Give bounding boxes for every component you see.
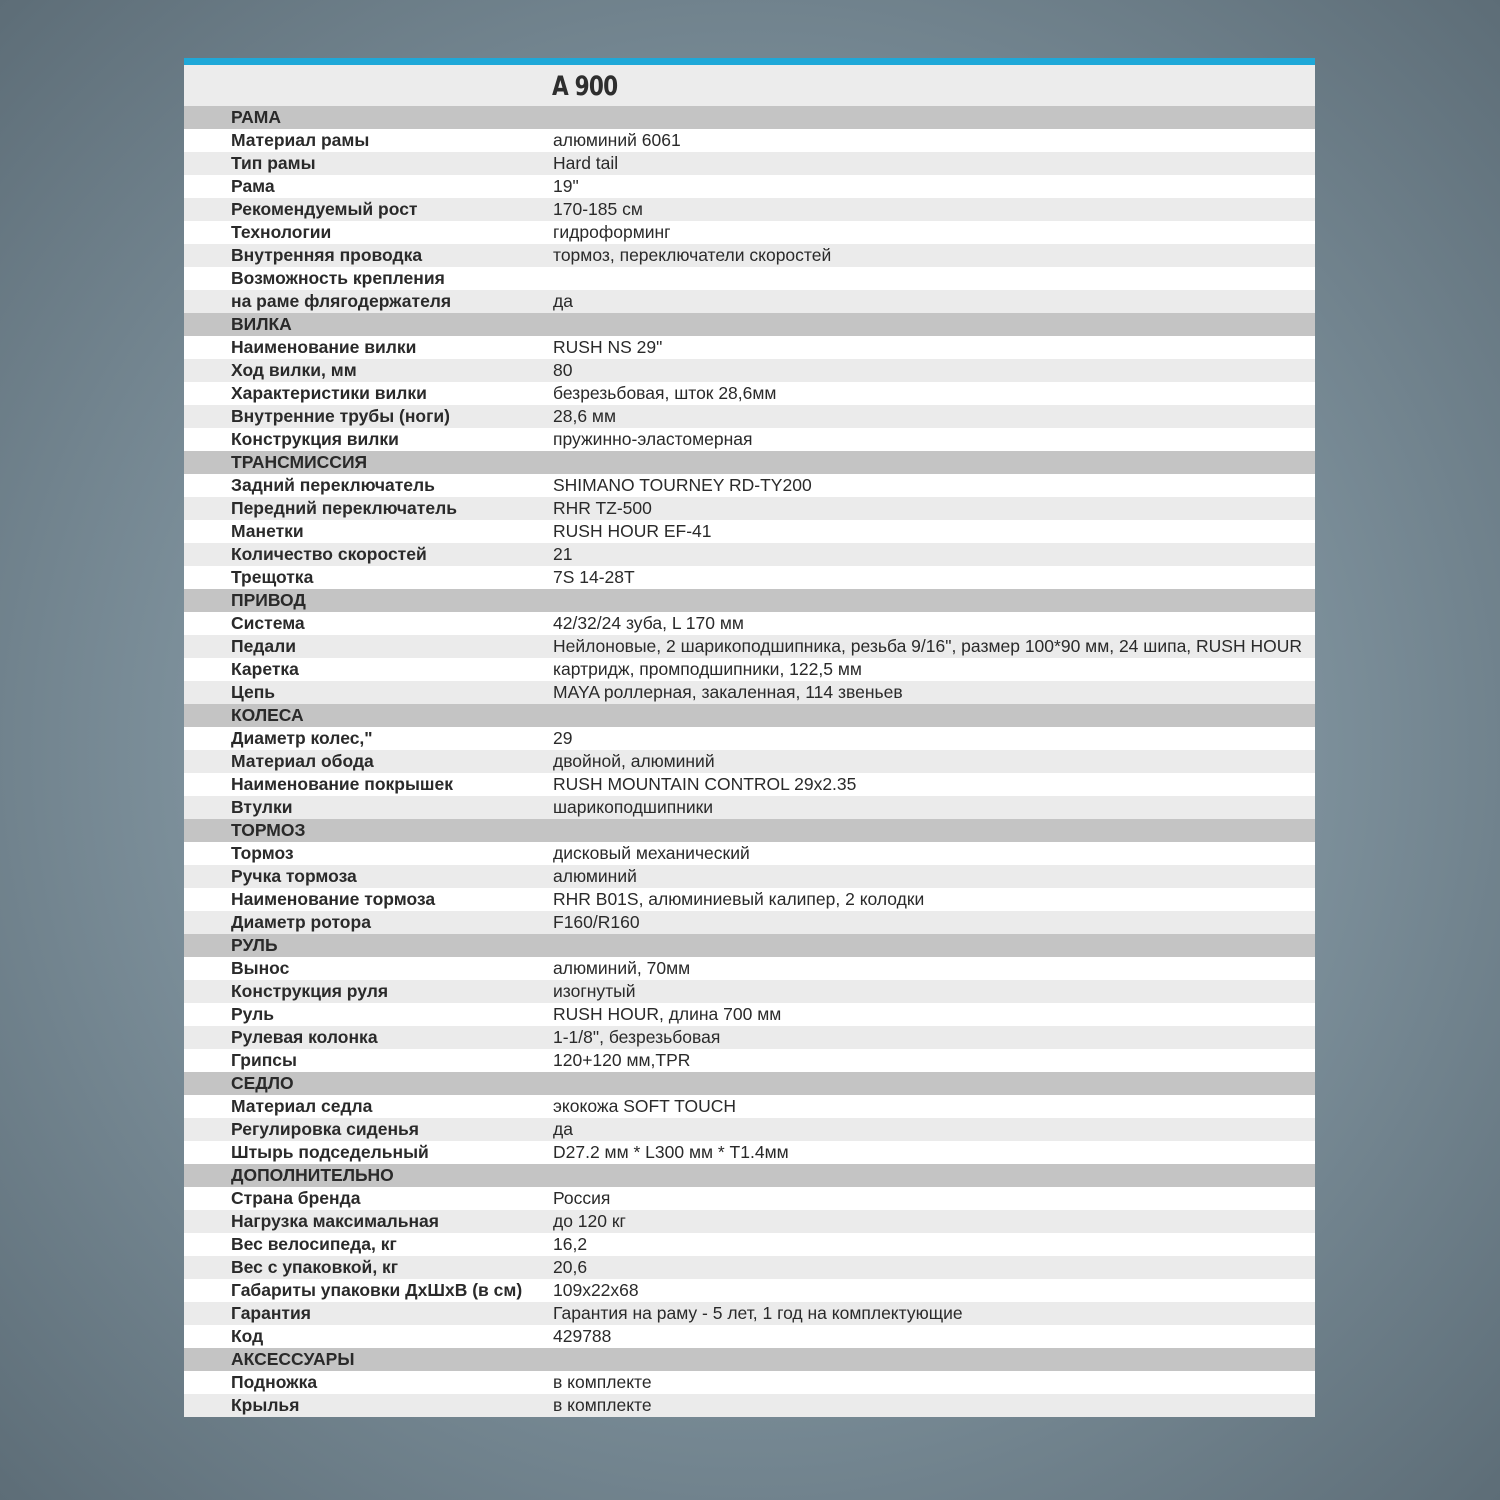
spec-value: двойной, алюминий [553,751,715,771]
spec-sheet [184,58,1315,1417]
spec-value: 7S 14-28T [553,567,635,587]
spec-label: Наименование покрышек [231,774,453,794]
spec-value: 429788 [553,1326,612,1346]
spec-label: Руль [231,1004,275,1024]
spec-value: 109x22x68 [553,1280,639,1300]
spec-value: 170-185 см [553,199,643,219]
spec-label: Рекомендуемый рост [231,199,418,219]
spec-label: Задний переключатель [231,475,435,495]
section-title: ТРАНСМИССИЯ [231,452,368,472]
spec-label: Гарантия [231,1303,311,1323]
spec-label: Цепь [231,682,276,702]
spec-row [184,1279,1315,1302]
spec-value: 80 [553,360,573,380]
spec-label: Наименование тормоза [231,889,436,909]
spec-value: D27.2 мм * L300 мм * T1.4мм [553,1142,789,1162]
spec-label: Габариты упаковки ДхШхВ (в см) [231,1280,523,1300]
section-header [184,1348,1315,1371]
spec-value: изогнутый [553,981,636,1001]
spec-row [184,1394,1315,1417]
spec-label: Внутренние трубы (ноги) [231,406,450,426]
spec-row [184,888,1315,911]
spec-value: шарикоподшипники [553,797,714,817]
spec-value: 29 [553,728,573,748]
spec-row [184,1302,1315,1325]
spec-label: Нагрузка максимальная [231,1211,439,1231]
spec-value: RUSH NS 29" [553,337,663,357]
spec-value: RHR TZ-500 [553,498,652,518]
spec-value: 28,6 мм [553,406,616,426]
spec-label: Штырь подседельный [231,1142,429,1162]
section-title: РУЛЬ [231,935,278,955]
spec-label: Рулевая колонка [231,1027,378,1047]
spec-value: MAYA роллерная, закаленная, 114 звеньев [553,682,903,702]
spec-value: дисковый механический [553,843,750,863]
spec-value: пружинно-эластомерная [553,429,753,449]
spec-value: гидроформинг [553,222,671,242]
spec-value: 19" [553,176,579,196]
spec-row [184,428,1315,451]
section-header [184,451,1315,474]
spec-label: Каретка [231,659,299,679]
spec-label: Конструкция вилки [231,429,399,449]
spec-row [184,359,1315,382]
spec-row [184,1256,1315,1279]
section-header [184,934,1315,957]
section-title: АКСЕССУАРЫ [231,1349,355,1369]
section-header [184,313,1315,336]
spec-row [184,1118,1315,1141]
spec-label: Технологии [231,222,332,242]
spec-label: Страна бренда [231,1188,361,1208]
spec-value: 42/32/24 зуба, L 170 мм [553,613,744,633]
spec-value: картридж, промподшипники, 122,5 мм [553,659,862,679]
spec-value: RHR B01S, алюминиевый калипер, 2 колодки [553,889,925,909]
spec-row [184,1210,1315,1233]
spec-value: 20,6 [553,1257,588,1277]
spec-row [184,773,1315,796]
spec-row [184,681,1315,704]
spec-row [184,566,1315,589]
spec-row [184,198,1315,221]
spec-label: Количество скоростей [231,544,427,564]
section-header [184,106,1315,129]
spec-label: Вес велосипеда, кг [231,1234,397,1254]
section-title: РАМА [231,107,281,127]
spec-label: Внутренняя проводка [231,245,423,265]
spec-row [184,1233,1315,1256]
spec-label: Манетки [231,521,304,541]
spec-row [184,221,1315,244]
spec-value: алюминий 6061 [553,130,681,150]
spec-value: да [553,1119,573,1139]
spec-row [184,336,1315,359]
section-title: ДОПОЛНИТЕЛЬНО [231,1165,394,1185]
spec-label: Код [231,1326,264,1346]
spec-label: Ход вилки, мм [231,360,357,380]
section-header [184,704,1315,727]
spec-row [184,244,1315,267]
spec-value: Нейлоновые, 2 шарикоподшипника, резьба 9/16", размер 100*90 мм, 24 шипа, RUSH HOUR [553,636,1302,656]
spec-value: безрезьбовая, шток 28,6мм [553,383,777,403]
spec-value: Гарантия на раму - 5 лет, 1 год на комплектующие [553,1303,963,1323]
spec-row [184,1003,1315,1026]
section-title: ПРИВОД [231,590,306,610]
spec-value: 1-1/8", безрезьбовая [553,1027,721,1047]
spec-value: до 120 кг [553,1211,626,1231]
spec-row [184,612,1315,635]
spec-row [184,658,1315,681]
spec-label: Регулировка сиденья [231,1119,419,1139]
spec-label: Рама [231,176,275,196]
spec-label: на раме флягодержателя [231,291,452,311]
spec-row [184,750,1315,773]
spec-row [184,520,1315,543]
spec-row [184,1049,1315,1072]
spec-row [184,497,1315,520]
spec-label: Наименование вилки [231,337,417,357]
spec-row [184,796,1315,819]
spec-row [184,474,1315,497]
spec-value: алюминий [553,866,637,886]
spec-row [184,957,1315,980]
spec-value: Россия [553,1188,611,1208]
spec-label: Конструкция руля [231,981,389,1001]
spec-row [184,267,1315,290]
spec-value: тормоз, переключатели скоростей [553,245,832,265]
model-title: A 900 [552,71,618,102]
spec-value: SHIMANO TOURNEY RD-TY200 [553,475,812,495]
spec-value: да [553,291,573,311]
spec-label: Возможность крепления [231,268,445,288]
spec-value: RUSH HOUR EF-41 [553,521,712,541]
spec-row [184,1095,1315,1118]
spec-label: Педали [231,636,297,656]
spec-label: Диаметр ротора [231,912,371,932]
spec-label: Ручка тормоза [231,866,357,886]
spec-row [184,1026,1315,1049]
spec-row [184,635,1315,658]
spec-row [184,152,1315,175]
spec-label: Грипсы [231,1050,297,1070]
spec-label: Материал рамы [231,130,370,150]
spec-row [184,290,1315,313]
spec-value: 16,2 [553,1234,588,1254]
spec-row [184,1141,1315,1164]
spec-label: Система [231,613,305,633]
spec-value: в комплекте [553,1372,652,1392]
section-title: КОЛЕСА [231,705,304,725]
spec-row [184,1187,1315,1210]
section-header [184,589,1315,612]
spec-value: в комплекте [553,1395,652,1415]
spec-label: Вес с упаковкой, кг [231,1257,399,1277]
title-row [184,65,1315,106]
spec-value: RUSH MOUNTAIN CONTROL 29x2.35 [553,774,857,794]
spec-row [184,980,1315,1003]
spec-row [184,911,1315,934]
spec-value: RUSH HOUR, длина 700 мм [553,1004,782,1024]
spec-label: Материал седла [231,1096,373,1116]
spec-value: экокожа SOFT TOUCH [553,1096,736,1116]
spec-row [184,382,1315,405]
spec-value: Hard tail [553,153,619,173]
spec-row [184,543,1315,566]
spec-label: Втулки [231,797,293,817]
spec-row [184,727,1315,750]
spec-row [184,1325,1315,1348]
spec-value: 21 [553,544,573,564]
spec-label: Материал обода [231,751,374,771]
spec-label: Крылья [231,1395,300,1415]
spec-row [184,129,1315,152]
spec-value: F160/R160 [553,912,640,932]
spec-label: Вынос [231,958,290,978]
section-title: ТОРМОЗ [231,820,306,840]
spec-row [184,175,1315,198]
spec-label: Тормоз [231,843,294,863]
section-title: СЕДЛО [231,1073,294,1093]
spec-row [184,405,1315,428]
spec-value: алюминий, 70мм [553,958,691,978]
spec-label: Диаметр колес," [231,728,373,748]
spec-row [184,842,1315,865]
spec-label: Подножка [231,1372,318,1392]
section-header [184,1072,1315,1095]
accent-bar [184,58,1315,65]
spec-label: Характеристики вилки [231,383,427,403]
spec-label: Тип рамы [231,153,316,173]
spec-label: Трещотка [231,567,314,587]
spec-label: Передний переключатель [231,498,457,518]
section-title: ВИЛКА [231,314,292,334]
section-header [184,1164,1315,1187]
spec-value: 120+120 мм,TPR [553,1050,691,1070]
spec-row [184,1371,1315,1394]
spec-table [184,106,1315,1417]
spec-row [184,865,1315,888]
section-header [184,819,1315,842]
